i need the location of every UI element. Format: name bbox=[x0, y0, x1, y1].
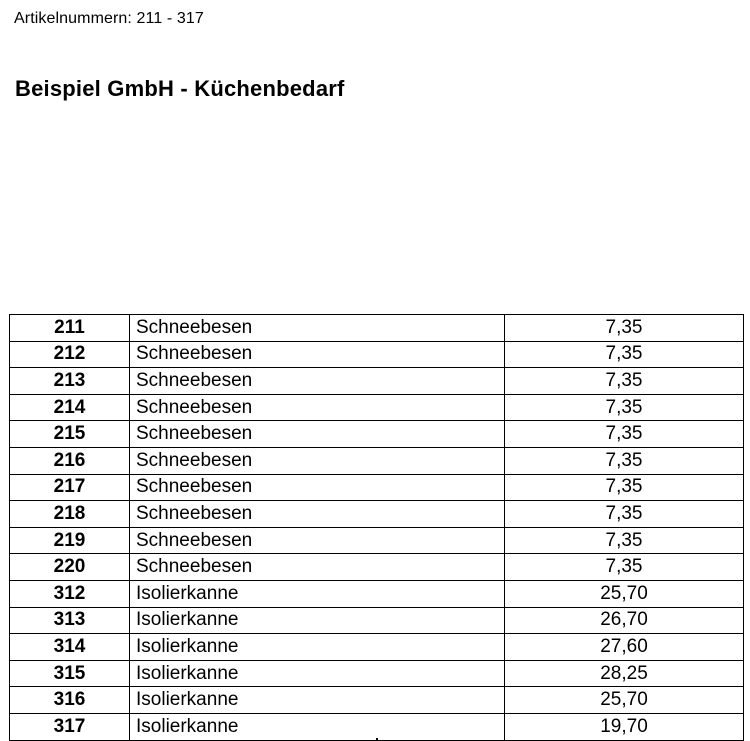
article-name-cell: Schneebesen bbox=[130, 554, 505, 581]
article-number-cell: 315 bbox=[10, 660, 130, 687]
article-name-cell: Schneebesen bbox=[130, 447, 505, 474]
article-number-cell: 218 bbox=[10, 501, 130, 528]
table-row bbox=[10, 580, 744, 607]
article-name-cell: Schneebesen bbox=[130, 421, 505, 448]
article-price-cell: 25,70 bbox=[505, 687, 744, 714]
table-row bbox=[10, 315, 744, 342]
article-number-cell: 216 bbox=[10, 447, 130, 474]
table-row bbox=[10, 394, 744, 421]
article-price-cell: 7,35 bbox=[505, 474, 744, 501]
article-number-cell: 317 bbox=[10, 713, 130, 740]
article-name-cell: Schneebesen bbox=[130, 368, 505, 395]
article-number-cell: 217 bbox=[10, 474, 130, 501]
article-name-cell: Isolierkanne bbox=[130, 713, 505, 740]
article-number-cell: 312 bbox=[10, 580, 130, 607]
table-row bbox=[10, 660, 744, 687]
table-row bbox=[10, 474, 744, 501]
article-price-cell: 27,60 bbox=[505, 634, 744, 661]
article-price-cell: 7,35 bbox=[505, 447, 744, 474]
article-name-cell: Schneebesen bbox=[130, 501, 505, 528]
article-price-cell: 7,35 bbox=[505, 554, 744, 581]
table-row bbox=[10, 634, 744, 661]
article-number-cell: 214 bbox=[10, 394, 130, 421]
article-name-cell: Isolierkanne bbox=[130, 607, 505, 634]
article-name-cell: Schneebesen bbox=[130, 341, 505, 368]
article-price-cell: 7,35 bbox=[505, 421, 744, 448]
table-row bbox=[10, 554, 744, 581]
article-price-cell: 25,70 bbox=[505, 580, 744, 607]
article-price-cell: 7,35 bbox=[505, 394, 744, 421]
article-name-cell: Schneebesen bbox=[130, 527, 505, 554]
table-row bbox=[10, 713, 744, 740]
article-price-cell: 7,35 bbox=[505, 368, 744, 395]
table-row bbox=[10, 527, 744, 554]
table-row bbox=[10, 447, 744, 474]
article-number-cell: 212 bbox=[10, 341, 130, 368]
article-number-cell: 220 bbox=[10, 554, 130, 581]
article-number-cell: 313 bbox=[10, 607, 130, 634]
article-number-cell: 314 bbox=[10, 634, 130, 661]
article-table bbox=[9, 314, 744, 741]
article-price-cell: 26,70 bbox=[505, 607, 744, 634]
article-number-cell: 219 bbox=[10, 527, 130, 554]
article-number-cell: 215 bbox=[10, 421, 130, 448]
article-name-cell: Schneebesen bbox=[130, 474, 505, 501]
table-row bbox=[10, 501, 744, 528]
article-range-label: Artikelnummern: 211 - 317 bbox=[14, 10, 204, 27]
article-price-cell: 7,35 bbox=[505, 527, 744, 554]
article-number-cell: 211 bbox=[10, 315, 130, 342]
article-name-cell: Isolierkanne bbox=[130, 634, 505, 661]
article-name-cell: Isolierkanne bbox=[130, 687, 505, 714]
article-number-cell: 213 bbox=[10, 368, 130, 395]
table-row bbox=[10, 341, 744, 368]
article-price-cell: 7,35 bbox=[505, 341, 744, 368]
table-row bbox=[10, 368, 744, 395]
article-name-cell: Isolierkanne bbox=[130, 660, 505, 687]
page-title: Beispiel GmbH - Küchenbedarf bbox=[15, 76, 345, 101]
table-row bbox=[10, 421, 744, 448]
table-row bbox=[10, 607, 744, 634]
article-table-body bbox=[10, 315, 744, 741]
article-name-cell: Isolierkanne bbox=[130, 580, 505, 607]
article-price-cell: 7,35 bbox=[505, 315, 744, 342]
article-number-cell: 316 bbox=[10, 687, 130, 714]
article-name-cell: Schneebesen bbox=[130, 394, 505, 421]
article-price-cell: 28,25 bbox=[505, 660, 744, 687]
article-price-cell: 7,35 bbox=[505, 501, 744, 528]
article-price-cell: 19,70 bbox=[505, 713, 744, 740]
table-row bbox=[10, 687, 744, 714]
article-name-cell: Schneebesen bbox=[130, 315, 505, 342]
